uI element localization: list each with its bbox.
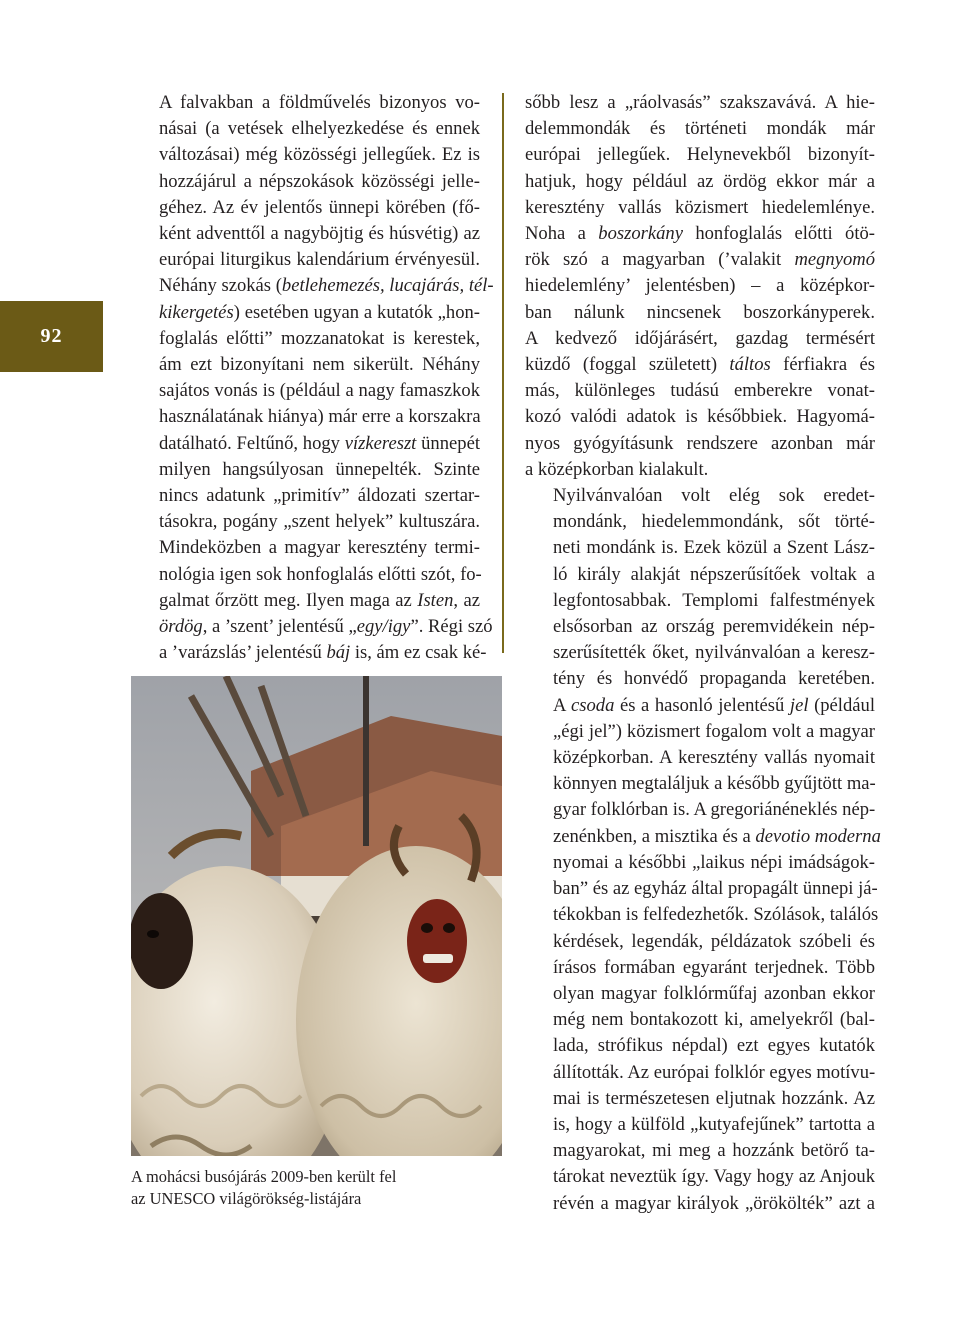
text-line: a középkorban kialakult.: [525, 458, 709, 480]
text-line: nyomai a későbbi „laikus népi imádságok-: [553, 851, 875, 873]
text-line: milyen hangsúlyosan ünnepelték. Szinte: [159, 458, 480, 480]
paragraph: [525, 483, 881, 1217]
text-line: sőbb lesz a „ráolvasás” szakszavává. A hie-: [525, 92, 875, 113]
text-line: kozó valódi adatok is későbbiek. Hagyomá-: [525, 406, 875, 428]
text-line: küzdő (foggal született) táltos férfiakra és: [525, 354, 875, 376]
text-line: révén a magyar királyok „örökölték” azt a: [553, 1192, 875, 1214]
text-line: a ’varázslás’ jelentésű báj is, ám ez csak ké-: [159, 642, 487, 664]
text-line: olyan magyar folklórműfaj azonban ekkor: [553, 982, 875, 1004]
text-line: is, hogy a külföld „kutyafejűnek” tartotta a: [553, 1113, 875, 1135]
text-line: kérdések, legendák, példázatok szóbeli és: [553, 930, 875, 952]
text-line: kikergetés) esetében ugyan a kutatók „hon-: [159, 301, 480, 323]
text-line: ban” és az egyház által propagált ünnepi já-: [553, 878, 878, 900]
text-line: galmat őrzött meg. Ilyen maga az Isten, az: [159, 589, 480, 611]
text-line: változásai) még közösségi jellegűek. Ez is: [159, 144, 480, 166]
text-line: más, különleges tudású emberekre vonat-: [525, 380, 875, 402]
text-line: mondánk, hiedelemmondánk, sőt törté-: [553, 511, 875, 533]
text-line: állították. Az európai folklór egyes motívu-: [553, 1061, 876, 1083]
text-line: A csoda és a hasonló jelentésű jel (például: [553, 694, 875, 716]
text-line: nincs adatunk „primitív” áldozati szertar-: [159, 485, 480, 507]
page-number-tab: [0, 301, 103, 372]
text-line: „égi jel”) közismert fogalom volt a magyar: [553, 720, 875, 742]
text-line: hatjuk, hogy például az ördög ekkor már a: [525, 170, 875, 192]
text-line: könnyen megtaláljuk a később gyűjtött ma-: [553, 773, 876, 795]
text-line: legfontosabbak. Templomi falfestmények: [553, 589, 875, 611]
text-line: európai jellegűek. Helynevekből bizonyít-: [525, 144, 875, 166]
text-line: Néhány szokás (betlehemezés, lucajárás, tél-: [159, 275, 494, 297]
text-line: Nyilvánvalóan volt elég sok eredet-: [553, 485, 875, 507]
text-line: lada, strófikus népdal) ezt egyes kutatók: [553, 1035, 875, 1057]
text-line: hiedelemlény’ jelentésben) – a középkor-: [525, 275, 875, 297]
text-line: ban nálunk nincsenek boszorkányperek.: [525, 301, 875, 323]
text-line: még nem bontakozott ki, amelyekről (bal-: [553, 1009, 875, 1031]
text-line: tárokat neveztük így. Vagy hogy az Anjouk: [553, 1166, 875, 1188]
text-line: ördög, a ’szent’ jelentésű „egy/igy”. Régi szó: [159, 616, 493, 638]
text-line: nyos gyógyításunk rendszere azonban már: [525, 432, 875, 454]
text-line: középkorban. A keresztény vallás nyomait: [553, 747, 875, 769]
text-line: magyarokat, mi meg a hozzánk betörő ta-: [553, 1140, 875, 1162]
text-line: keresztény vallás közismert hiedelemlénye.: [525, 196, 875, 218]
text-line: szerűsítették őket, nyilvánvalóan a keresz-: [553, 642, 875, 664]
text-line: tékokban is felfedezhetők. Szólások, találós: [553, 904, 879, 926]
busojaras-photo: [131, 676, 502, 1156]
text-line: sajátos vonás is (például a nagy famaszkok: [159, 380, 480, 402]
text-line: Noha a boszorkány honfoglalás előtti ótö-: [525, 223, 875, 245]
text-line: ként adventtől a nagyböjtig és húsvétig) az: [159, 223, 480, 245]
text-line: násai (a vetések elhelyezkedése és ennek: [159, 118, 480, 140]
column-divider: [502, 93, 504, 653]
text-line: géhez. Az év jelentős ünnepi körében (fő-: [159, 196, 480, 218]
text-line: A falvakban a földművelés bizonyos vo-: [159, 92, 480, 113]
text-line: neti mondánk is. Ezek közül a Szent Lász-: [553, 537, 875, 559]
text-line: elsősorban az ország peremvidékein nép-: [553, 616, 875, 638]
paragraph: [131, 90, 494, 666]
photo-caption: [131, 1166, 501, 1210]
text-line: írásos formában egyaránt terjednek. Több: [553, 956, 875, 978]
left-text-column: [131, 90, 494, 666]
text-line: datálható. Feltűnő, hogy vízkereszt ünnepét: [159, 432, 480, 454]
caption-line-2: az UNESCO világörökség-listájára: [131, 1189, 362, 1208]
text-line: Mindeközben a magyar keresztény termi-: [159, 537, 480, 559]
text-line: mai is természetesen eljutnak hozzánk. Az: [553, 1087, 875, 1109]
text-line: delemmondák és történeti mondák már: [525, 118, 875, 140]
text-line: nológia igen sok honfoglalás előtti szót, fo-: [159, 563, 482, 585]
text-line: A kedvező időjárásért, gazdag termésért: [525, 327, 875, 349]
text-line: zenénkben, a misztika és a devotio moderna: [553, 825, 881, 847]
text-line: foglalás előtti” mozzanatokat is kerestek,: [159, 327, 480, 349]
text-line: tény és honvédő propaganda keretében.: [553, 668, 875, 690]
text-line: európai liturgikus kalendárium érvényesül.: [159, 249, 480, 271]
right-text-column: [525, 90, 881, 1217]
text-line: tásokra, pogány „szent helyek” kultuszára.: [159, 511, 480, 533]
page-number: 92: [40, 325, 63, 347]
text-line: hozzájárul a népszokások közösségi jelle-: [159, 170, 480, 192]
text-line: ló király alakját népszerűsítőek voltak a: [553, 563, 875, 585]
caption-line-1: A mohácsi busójárás 2009-ben került fel: [131, 1167, 397, 1186]
text-line: gyar folklórban is. A gregoriánéneklés nép-: [553, 799, 876, 821]
text-line: ám ezt bizonyítani nem sikerült. Néhány: [159, 354, 480, 376]
text-line: használatának hiánya) már erre a korszakra: [159, 406, 481, 428]
paragraph: [525, 90, 875, 483]
text-line: rök szó a magyarban (’valakit megnyomó: [525, 249, 875, 271]
